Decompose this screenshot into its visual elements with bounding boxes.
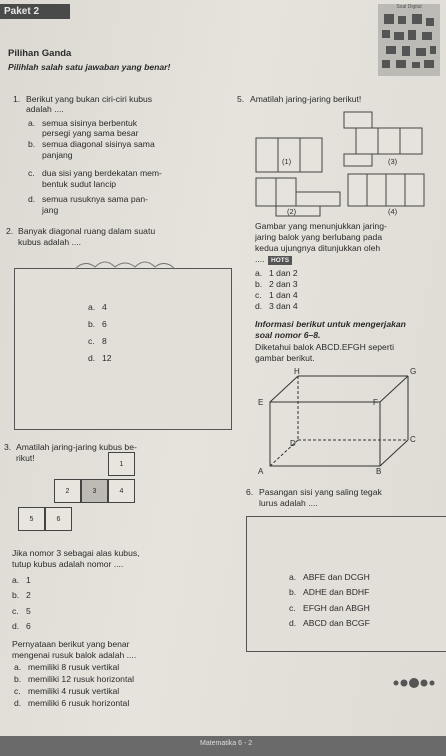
floral-ornament-icon [392, 673, 436, 693]
figure-label: (1) [282, 157, 292, 166]
q2-option-a[interactable]: 4 [102, 302, 107, 312]
q6-option-c[interactable]: EFGH dan ABGH [303, 603, 370, 613]
q1-option-c[interactable]: dua sisi yang berdekatan mem- [42, 168, 162, 178]
q4-stem: Pernyataan berikut yang benar [12, 639, 130, 649]
q6-answer-frame [246, 516, 446, 652]
logo-text: Soal Digital [396, 4, 422, 10]
q3-option-b[interactable]: 2 [26, 590, 31, 600]
vertex-label: B [376, 467, 382, 476]
figure-label: (2) [287, 207, 297, 216]
q1-option-label: c. [28, 168, 35, 178]
q3-stem: Amatilah jaring-jaring kubus be- [16, 442, 137, 452]
q4-option-label: c. [14, 686, 21, 696]
logo-qr [378, 4, 440, 76]
net-cell: 1 [108, 452, 135, 476]
q1-option-b: panjang [42, 150, 73, 160]
q6-option-a[interactable]: ABFE dan DCGH [303, 572, 370, 582]
q3-followup: Jika nomor 3 sebagai alas kubus, [12, 548, 140, 558]
vertex-label: F [373, 398, 378, 407]
package-tab: Paket 2 [0, 4, 70, 19]
q1-number: 1. [13, 94, 21, 104]
q5-option-d[interactable]: 3 dan 4 [269, 301, 298, 311]
q1-stem: adalah .... [26, 104, 64, 114]
net-cell: 6 [45, 507, 72, 531]
q5-followup: jaring balok yang berlubang pada [255, 232, 383, 242]
q2-option-d[interactable]: 12 [102, 353, 112, 363]
q1-option-label: d. [28, 194, 36, 204]
vertex-label: A [258, 467, 264, 476]
q6-option-label: c. [289, 603, 296, 613]
section-instruction: Pilihlah salah satu jawaban yang benar! [8, 62, 171, 72]
section-title: Pilihan Ganda [8, 48, 72, 59]
q4-option-label: d. [14, 698, 22, 708]
q5-option-c[interactable]: 1 dan 4 [269, 290, 298, 300]
q3-number: 3. [4, 442, 12, 452]
q1-option-b[interactable]: semua diagonal sisinya sama [42, 139, 155, 149]
vertex-label: D [290, 439, 296, 448]
q6-option-b[interactable]: ADHE dan BDHF [303, 587, 370, 597]
q1-option-c: bentuk sudut lancip [42, 179, 117, 189]
q4-option-a[interactable]: memiliki 8 rusuk vertikal [28, 662, 120, 672]
q2-option-b[interactable]: 6 [102, 319, 107, 329]
q4-stem: mengenai rusuk balok adalah .... [12, 650, 137, 660]
q1-stem: Berikut yang bukan ciri-ciri kubus [26, 94, 153, 104]
q3-option-label: d. [12, 621, 20, 631]
q3-option-d[interactable]: 6 [26, 621, 31, 631]
info-heading: Informasi berikut untuk mengerjakan [255, 319, 406, 329]
q3-followup: tutup kubus adalah nomor .... [12, 559, 124, 569]
q4-option-label: a. [14, 662, 22, 672]
q6-stem: Pasangan sisi yang saling tegak [259, 487, 382, 497]
q5-option-label: b. [255, 279, 263, 289]
q5-option-label: c. [255, 290, 262, 300]
q2-stem: Banyak diagonal ruang dalam suatu [18, 226, 156, 236]
q3-option-label: c. [12, 606, 19, 616]
hots-badge: HOTS [268, 256, 292, 265]
page-footer [0, 736, 446, 756]
q1-option-a: persegi yang sama besar [42, 128, 139, 138]
q6-option-d[interactable]: ABCD dan BCGF [303, 618, 370, 628]
q5-option-label: d. [255, 301, 263, 311]
info-text: gambar berikut. [255, 353, 315, 363]
vertex-label: E [258, 398, 264, 407]
q6-option-label: a. [289, 572, 297, 582]
net-cell: 4 [108, 479, 135, 503]
q1-option-a[interactable]: semua sisinya berbentuk [42, 118, 138, 128]
q1-option-label: b. [28, 139, 36, 149]
net-cell: 5 [18, 507, 45, 531]
q6-option-label: b. [289, 587, 297, 597]
q3-option-label: a. [12, 575, 20, 585]
q2-option-label: d. [88, 353, 96, 363]
q4-option-label: b. [14, 674, 22, 684]
q4-option-c[interactable]: memiliki 4 rusuk vertikal [28, 686, 120, 696]
q1-option-label: a. [28, 118, 36, 128]
q6-option-label: d. [289, 618, 297, 628]
q6-number: 6. [246, 487, 254, 497]
info-text: Diketahui balok ABCD.EFGH seperti [255, 342, 394, 352]
vertex-label: C [410, 435, 416, 444]
q5-followup: Gambar yang menunjukkan jaring- [255, 221, 387, 231]
floral-border-icon [15, 257, 231, 271]
q4-option-b[interactable]: memiliki 12 rusuk horizontal [28, 674, 135, 684]
q5-option-b[interactable]: 2 dan 3 [269, 279, 298, 289]
q3-stem: rikut! [16, 453, 35, 463]
figure-label: (3) [388, 157, 398, 166]
q2-option-label: c. [88, 336, 95, 346]
q2-option-label: a. [88, 302, 96, 312]
q2-option-label: b. [88, 319, 96, 329]
q6-stem: lurus adalah .... [259, 498, 318, 508]
q2-number: 2. [6, 226, 14, 236]
q1-option-d[interactable]: semua rusuknya sama pan- [42, 194, 149, 204]
cuboid-figure [262, 366, 422, 478]
net-cell: 3 [81, 479, 108, 503]
q5-nets-figure [252, 108, 432, 220]
q5-number: 5. [237, 94, 245, 104]
q5-option-a[interactable]: 1 dan 2 [269, 268, 298, 278]
q5-option-label: a. [255, 268, 263, 278]
q4-option-d[interactable]: memiliki 6 rusuk horizontal [28, 698, 130, 708]
q5-stem: Amatilah jaring-jaring berikut! [250, 94, 362, 104]
q2-option-c[interactable]: 8 [102, 336, 107, 346]
q3-option-a[interactable]: 1 [26, 575, 31, 585]
vertex-label: G [410, 367, 417, 376]
footer-text: Matematika 6 - 2 [200, 740, 253, 747]
q2-stem: kubus adalah .... [18, 237, 82, 247]
q3-option-c[interactable]: 5 [26, 606, 31, 616]
q5-followup: .... [255, 254, 265, 264]
figure-label: (4) [388, 207, 398, 216]
q1-option-d: jang [42, 205, 59, 215]
qr-pattern-icon [378, 10, 440, 72]
info-heading: soal nomor 6–8. [255, 330, 321, 340]
q2-answer-frame [14, 268, 232, 430]
net-cell: 2 [54, 479, 81, 503]
vertex-label: H [294, 367, 300, 376]
q5-followup: kedua ujungnya ditunjukkan oleh [255, 243, 381, 253]
q3-option-label: b. [12, 590, 20, 600]
